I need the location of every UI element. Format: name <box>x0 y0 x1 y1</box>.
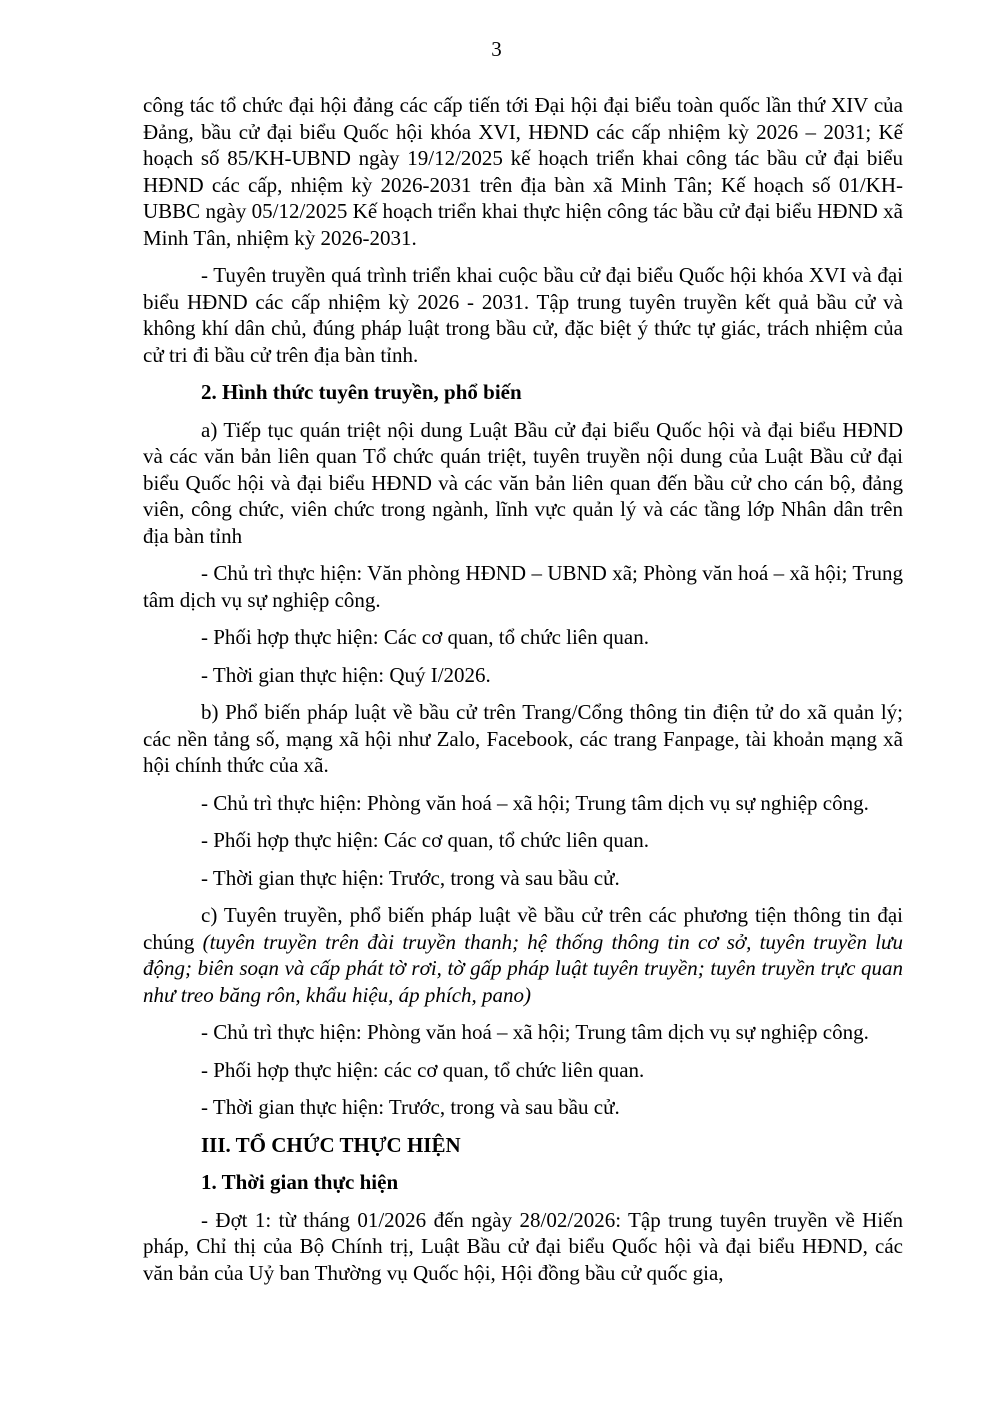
section-heading-timeline: 1. Thời gian thực hiện <box>201 1170 399 1194</box>
paragraph-a-coordination: - Phối hợp thực hiện: Các cơ quan, tổ chức liên quan. <box>201 625 649 649</box>
paragraph-item-c-italic: (tuyên truyền trên đài truyền thanh; hệ thống thông tin cơ sở, tuyên truyền lưu động; biên soạn và cấp phát tờ rơi, tờ gấp pháp luật tuyên truyền; tuyên truyền trực quan như treo băng rôn, khẩu hiệu, áp phích, pano) <box>143 929 903 1007</box>
paragraph-a-time: - Thời gian thực hiện: Quý I/2026. <box>201 662 491 687</box>
page-number: 3 <box>491 37 502 61</box>
paragraph-b-coordination: - Phối hợp thực hiện: Các cơ quan, tổ chức liên quan. <box>201 828 649 852</box>
paragraph-b-time: - Thời gian thực hiện: Trước, trong và sau bầu cử. <box>201 865 620 890</box>
paragraph-item-b: b) Phổ biến pháp luật về bầu cử trên Trang/Cổng thông tin điện tử do xã quản lý; các nền tảng số, mạng xã hội như Zalo, Facebook, các trang Fanpage, tài khoản mạng xã hội chính thức của xã. <box>143 700 903 777</box>
document-body <box>143 92 903 1297</box>
paragraph-item-a: a) Tiếp tục quán triệt nội dung Luật Bầu cử đại biểu Quốc hội và đại biểu HĐND và các văn bản liên quan Tổ chức quán triệt, tuyên truyền nội dung của Luật Bầu cử đại biểu Quốc hội và đại biểu HĐND và các văn bản liên quan đến bầu cử cho cán bộ, đảng viên, công chức, viên chức trong ngành, lĩnh vực quản lý và các tầng lớp Nhân dân trên địa bàn tỉnh <box>143 417 903 548</box>
paragraph-c-lead: - Chủ trì thực hiện: Phòng văn hoá – xã hội; Trung tâm dịch vụ sự nghiệp công. <box>201 1020 869 1044</box>
paragraph-continuation: công tác tổ chức đại hội đảng các cấp tiến tới Đại hội đại biểu toàn quốc lần thứ XIV của Đảng, bầu cử đại biểu Quốc hội khóa XVI, HĐND các cấp nhiệm kỳ 2026 – 2031; Kế hoạch số 85/KH-UBND ngày 19/12/2025 kế hoạch triển khai công tác bầu cử đại biểu HĐND các cấp, nhiệm kỳ 2026-2031 trên địa bàn xã Minh Tân; Kế hoạch số 01/KH-UBBC ngày 05/12/2025 Kế hoạch triển khai thực hiện công tác bầu cử đại biểu HĐND xã Minh Tân, nhiệm kỳ 2026-2031. <box>143 93 903 250</box>
paragraph-propaganda-process: - Tuyên truyền quá trình triển khai cuộc bầu cử đại biểu Quốc hội khóa XVI và đại biểu HĐND các cấp nhiệm kỳ 2026 - 2031. Tập trung tuyên truyền kết quả bầu cử và không khí dân chủ, đúng pháp luật trong bầu cử, đặc biệt ý thức tự giác, trách nhiệm của cử tri đi bầu cử trên địa bàn tỉnh. <box>143 263 903 367</box>
paragraph-item-c <box>143 902 903 1008</box>
section-heading-forms: 2. Hình thức tuyên truyền, phổ biến <box>201 380 522 404</box>
paragraph-item-c-text: c) Tuyên truyền, phổ biến pháp luật về bầu cử trên các phương tiện thông tin đại chúng <box>143 903 903 954</box>
paragraph-c-coordination: - Phối hợp thực hiện: các cơ quan, tổ chức liên quan. <box>201 1057 645 1082</box>
paragraph-c-time: - Thời gian thực hiện: Trước, trong và sau bầu cử. <box>201 1095 620 1119</box>
section-heading-implementation: III. TỔ CHỨC THỰC HIỆN <box>201 1132 461 1157</box>
paragraph-a-lead: - Chủ trì thực hiện: Văn phòng HĐND – UBND xã; Phòng văn hoá – xã hội; Trung tâm dịch vụ sự nghiệp công. <box>143 561 903 612</box>
paragraph-b-lead: - Chủ trì thực hiện: Phòng văn hoá – xã hội; Trung tâm dịch vụ sự nghiệp công. <box>201 790 869 815</box>
paragraph-phase-1: - Đợt 1: từ tháng 01/2026 đến ngày 28/02/2026: Tập trung tuyên truyền về Hiến pháp, Chỉ thị của Bộ Chính trị, Luật Bầu cử đại biểu Quốc hội và đại biểu HĐND, các văn bản của Uỷ ban Thường vụ Quốc hội, Hội đồng bầu cử quốc gia, <box>143 1207 903 1285</box>
